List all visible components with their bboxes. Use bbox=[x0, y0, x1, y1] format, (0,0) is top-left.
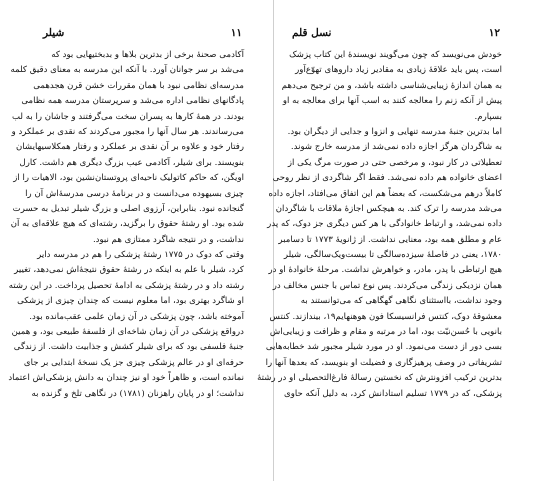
text-line: او شاگرد بهتری بود، اما معلوم نیست که چندان چیزی از پزشکی bbox=[17, 296, 244, 307]
text-line: ۱۷۸۰، یعنی در فاصلهٔ سیزده‌سالگی تا بیست‌ویک‌سالگی، شیلر bbox=[283, 250, 502, 261]
left-page-text bbox=[8, 48, 244, 402]
text-line: عام و مطلق همه بود، معنایی نداشت. از ژانویهٔ ۱۷۷۳ تا دسامبر bbox=[278, 234, 502, 245]
text-line: آکادمی صحنهٔ برخی از بدترین بلاها و بدبختیهایی بود که bbox=[51, 50, 244, 60]
text-line: نداشت؛ او در پایان راهزنان (۱۷۸۱) در نگاهی تلخ و گزنده به bbox=[31, 388, 244, 399]
left-running-title: شیلر bbox=[43, 27, 65, 39]
text-line: بانویی با حُسن‌نیّت بود، اما در مرتبه و مقام و ظرافت و زیبایی‌اش bbox=[269, 327, 502, 338]
text-line: نمانده است، و ظاهراً خود او نیز چندان به دانش پزشکی‌اش اعتماد bbox=[8, 373, 244, 384]
text-line: نداشت، و در نتیجه شاگرد ممتازی هم نبود. bbox=[92, 234, 244, 245]
text-line: گنجانده نبود. بنابراین، آرزوی اصلی و بزرگ شیلر تبدیل به حسرت bbox=[12, 203, 244, 214]
text-line: خودش می‌نویسد که چون می‌گویند نویسندهٔ این کتاب پزشک bbox=[289, 50, 502, 60]
text-line: به همان اندازهٔ زیبایی‌شناسی داشته باشد، و من ترجیح می‌دهم bbox=[281, 80, 502, 91]
right-page-text bbox=[257, 48, 502, 402]
text-line: می‌شد مدرسه را ترک کند. به هیچکس اجازهٔ ملاقات با شاگردان bbox=[275, 203, 502, 214]
text-line: پیش از آنکه زنم را معالجه کنند به اسب آنها برای معالجه به او bbox=[282, 96, 502, 107]
text-line: هیچ ارتباطی با پدر، مادر، و خواهرش نداشت. مرحلهٔ خانوادهٔ او در bbox=[268, 265, 502, 276]
text-line: وجود نداشت، بااستثنای نگاهی گهگاهی که می‌توانستند به bbox=[300, 296, 502, 307]
text-line: به شاگردان هرگز اجازه داده نمی‌شد از مدرسه خارج شوند. bbox=[290, 142, 502, 153]
text-line: حرفه‌ای او در عالم پزشکی چیزی جز یک نسخهٔ ابتدایی بر جای bbox=[23, 357, 244, 368]
text-line: رفتار خود و علاوه بر آن نقدی بر عملکرد و رفتار همکلاسیهایشان bbox=[15, 142, 244, 153]
text-line: جنبهٔ فلسفی بود که برای شیلر کشش و جذابیت داشت. از زندگی bbox=[13, 342, 244, 353]
text-line: معشوقهٔ دوک، کنتس فرانسیسکا فون هوهنهایم۱۹، بیندازند. کنتس bbox=[269, 311, 502, 322]
text-line: داده نمی‌شد، و ارتباط خانوادگی با هر کس دیگری جز دوک، که پدر bbox=[267, 219, 502, 230]
text-line: بدترین ترکیب افزونترش که نخستین رسالهٔ فارغ‌التحصیلی او در رشتهٔ bbox=[257, 373, 502, 384]
text-line: آموخته باشد، چون پزشکی در آن زمان علمی عقب‌مانده بود. bbox=[29, 311, 244, 322]
text-line: اعضای خانواده هم داده نمی‌شد. فقط اگر شاگردی از نظر روحی bbox=[272, 173, 502, 184]
text-line: اما بدترین جنبهٔ مدرسه تنهایی و انزوا و جدایی از دیگران بود. bbox=[287, 126, 502, 137]
text-line: می‌شد بر سر جوانان آورد. با آنکه این مدرسه به معنای دقیق کلمه bbox=[10, 65, 244, 76]
text-line: است، پس باید علاقهٔ زیادی به مقادیر زیاد داروهای تهوّع‌آور bbox=[295, 65, 502, 76]
text-line: بودند. در همهٔ کارها به پسران سخت می‌گرفتند و جاشان را به لب bbox=[11, 111, 244, 122]
text-line: شده بود. او رشتهٔ حقوق را برگزید، رشته‌ای که هیچ علاقه‌ای به آن bbox=[10, 219, 244, 230]
text-line: اویگن، که حاکم کاتولیک ناحیه‌ای پروتستان‌نشین بود، الاهیات را از bbox=[13, 173, 244, 184]
right-page bbox=[257, 0, 547, 481]
text-line: کاملاً درهم می‌شکست، که بعضاً هم این اتفاق می‌افتاد، اجازه داده bbox=[268, 188, 502, 199]
text-line: وقتی که دوک در ۱۷۷۵ رشتهٔ پزشکی را هم در مدرسه دایر bbox=[37, 250, 244, 261]
right-page-header bbox=[292, 25, 500, 41]
right-running-title: نسل قلم bbox=[292, 27, 332, 39]
text-line: پادگانهای نظامی اداره می‌شد و سرپرستان مدرسه همه نظامی bbox=[21, 96, 244, 107]
text-line: مدرسه‌ای نظامی نبود با همان مقررات خشن قرن هجدهمی bbox=[33, 80, 244, 91]
right-page-number: ۱۲ bbox=[488, 27, 500, 39]
text-line: درواقع پزشکی در آن زمان شاخه‌ای از فلسفهٔ طبیعی بود، و همین bbox=[11, 327, 244, 338]
text-line: کرد، شیلر با علم به اینکه در رشتهٔ حقوق نتیجهٔ‌اش نمی‌دهد، تغییر bbox=[14, 265, 244, 276]
text-line: چیزی بسیهوده می‌دانست و در برنامهٔ درسی مدرسهٔ‌اش آن را bbox=[25, 188, 244, 199]
text-line: بسی دور از دست می‌نمود. او در مورد شیلر مجبور شد خطابه‌هایی bbox=[265, 342, 502, 353]
text-line: تعطیلاتی در کار نبود، و مرخصی حتی در صورت مرگ یکی از bbox=[287, 157, 502, 168]
text-line: پزشکی، که در ۱۷۷۹ تسلیم استادانش کرد، به دلیل آنکه حاوی bbox=[284, 388, 502, 399]
text-line: رشته داد و در رشتهٔ پزشکی به ادامهٔ تحصیل پرداخت. در این رشته bbox=[8, 280, 244, 291]
text-line: می‌رساندند. هر سال آنها را مجبور می‌کردند که نقدی بر عملکرد و bbox=[11, 126, 244, 137]
text-line: بنویسند. برای شیلر، آکادمی عیب بزرگ دیگری هم داشت. کارل bbox=[19, 157, 244, 168]
left-page-number: ۱۱ bbox=[230, 27, 242, 39]
left-page bbox=[0, 0, 273, 481]
text-line: تشریفاتی در وصف پرهیزگاری و فضیلت او بنویسد، که بعدها آنها را bbox=[265, 357, 502, 368]
left-page-header bbox=[43, 25, 242, 41]
text-line: همان نزدیکی زندگی می‌کردند. پس نوع تماس با جنس مخالف در bbox=[272, 280, 502, 291]
text-line: بسپارم. bbox=[474, 111, 502, 122]
